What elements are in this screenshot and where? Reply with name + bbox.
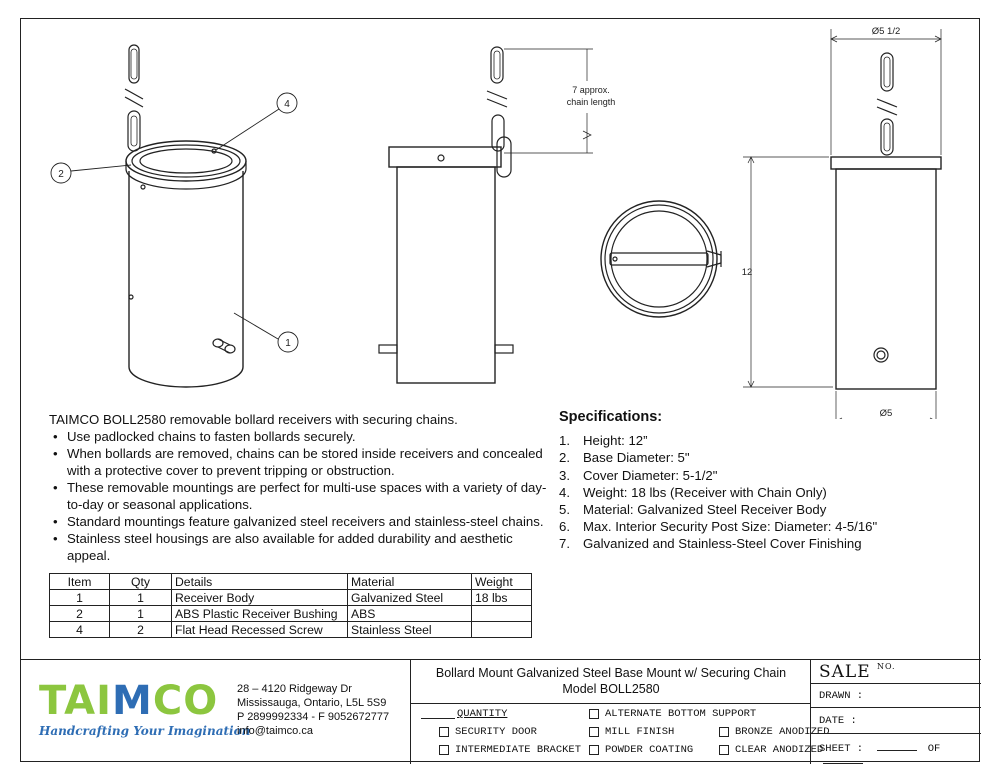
description-bullet: • Standard mountings feature galvanized steel receivers and stainless-steel chains.	[49, 513, 549, 530]
spec-item	[559, 484, 959, 501]
description-bullet: • These removable mountings are perfect for multi-use spaces with a variety of day-to-day or seasonal applications.	[49, 479, 549, 513]
checkbox[interactable]	[719, 727, 729, 737]
phone-fax: P 2899992334 - F 9052672777	[237, 711, 390, 723]
option-label: INTERMEDIATE BRACKET	[455, 744, 582, 756]
cell-weight: 18 lbs	[472, 590, 532, 606]
cell-material: Stainless Steel	[348, 622, 472, 638]
quantity-field[interactable]	[421, 708, 507, 720]
title-block	[21, 659, 981, 763]
drawn-field[interactable]	[811, 684, 981, 708]
col-material: Material	[348, 574, 472, 590]
checkbox[interactable]	[439, 745, 449, 755]
table-row	[50, 606, 532, 622]
spec-item	[559, 535, 959, 552]
specifications	[559, 409, 959, 553]
cell-material: Galvanized Steel	[348, 590, 472, 606]
table-row	[50, 622, 532, 638]
spec-text: Galvanized and Stainless-Steel Cover Finishing	[583, 536, 862, 552]
col-weight: Weight	[472, 574, 532, 590]
drawing-title	[411, 660, 811, 704]
cell-item: 2	[50, 606, 110, 622]
of-label: OF	[927, 743, 941, 755]
sale-label: SALE	[819, 662, 871, 682]
checkbox[interactable]	[589, 709, 599, 719]
chain-length-dim-1: 7 approx.	[572, 85, 610, 95]
date-label: DATE :	[819, 715, 857, 727]
sale-number-field[interactable]	[811, 660, 981, 684]
cell-item: 4	[50, 622, 110, 638]
cell-qty: 2	[110, 622, 172, 638]
parts-table	[49, 573, 532, 638]
alternate-bottom-support-option[interactable]	[589, 708, 756, 720]
spec-number: 6.	[559, 519, 570, 535]
checkbox[interactable]	[719, 745, 729, 755]
sale-no-label: NO.	[876, 662, 896, 671]
base-diameter-dim: Ø5	[879, 408, 893, 419]
company-address	[237, 682, 389, 738]
cell-weight	[472, 622, 532, 638]
option-label: SECURITY DOOR	[455, 726, 537, 738]
spec-text: Height: 12”	[583, 433, 648, 449]
cell-details: Receiver Body	[172, 590, 348, 606]
drawing-title-line1: Bollard Mount Galvanized Steel Base Mount w/ Securing Chain	[435, 666, 787, 680]
date-field[interactable]	[811, 708, 981, 734]
drawn-label: DRAWN :	[819, 690, 864, 702]
cell-qty: 1	[110, 606, 172, 622]
mill-finish-option[interactable]	[589, 726, 674, 738]
top-diameter-dim: Ø5 1/2	[871, 26, 901, 37]
side-view	[743, 29, 941, 419]
option-label: MILL FINISH	[605, 726, 675, 738]
of-blank	[823, 755, 863, 764]
quantity-label: QUANTITY	[457, 708, 508, 720]
powder-coating-option[interactable]	[589, 744, 693, 756]
technical-drawing	[21, 19, 981, 419]
address-line: 28 – 4120 Ridgeway Dr	[237, 683, 352, 695]
spec-text: Cover Diameter: 5-1/2"	[583, 467, 718, 483]
company-tagline: Handcrafting Your Imagination	[39, 724, 251, 738]
spec-item	[559, 518, 959, 535]
checkbox[interactable]	[589, 727, 599, 737]
option-label: CLEAR ANODIZED	[735, 744, 824, 756]
email: info@taimco.ca	[237, 725, 313, 737]
sheet-label: SHEET :	[819, 743, 864, 755]
balloon-2-label: 2	[58, 169, 64, 180]
sheet-field[interactable]	[811, 734, 981, 764]
balloon-1-label: 1	[285, 338, 291, 349]
balloons	[51, 93, 298, 352]
spec-text: Base Diameter: 5"	[583, 450, 690, 466]
specifications-title: Specifications:	[559, 409, 663, 425]
spec-text: Max. Interior Security Post Size: Diameter: 4-5/16"	[583, 519, 878, 535]
intermediate-bracket-option[interactable]	[439, 744, 581, 756]
company-logo-cell	[21, 660, 411, 764]
spec-text: Material: Galvanized Steel Receiver Body	[583, 502, 827, 518]
description-bullet: • Use padlocked chains to fasten bollards securely.	[49, 428, 549, 445]
quantity-blank	[421, 709, 455, 719]
security-door-option[interactable]	[439, 726, 537, 738]
option-label: POWDER COATING	[605, 744, 694, 756]
cell-details: Flat Head Recessed Screw	[172, 622, 348, 638]
title-middle	[411, 660, 830, 764]
spec-number: 3.	[559, 467, 570, 483]
front-view	[379, 47, 593, 383]
spec-number: 2.	[559, 450, 570, 466]
cell-weight	[472, 606, 532, 622]
height-dim: 12	[741, 267, 753, 278]
col-qty: Qty	[110, 574, 172, 590]
balloon-4-label: 4	[284, 99, 290, 110]
spec-number: 1.	[559, 433, 570, 449]
description-bullet: • When bollards are removed, chains can be stored inside receivers and concealed with a protective cover to prevent tripping or obstruction.	[49, 445, 549, 479]
option-label: BRONZE ANODIZED	[735, 726, 830, 738]
drawing-model: Model BOLL2580	[562, 681, 660, 696]
option-label: ALTERNATE BOTTOM SUPPORT	[605, 708, 757, 720]
description	[49, 411, 549, 564]
specifications-list	[559, 432, 959, 552]
top-view	[601, 201, 721, 317]
parts-table-header	[50, 574, 532, 590]
spec-item	[559, 467, 959, 484]
spec-number: 4.	[559, 484, 570, 500]
isometric-view	[125, 45, 246, 387]
spec-item	[559, 501, 959, 518]
cell-qty: 1	[110, 590, 172, 606]
spec-number: 7.	[559, 536, 570, 552]
checkbox[interactable]	[589, 745, 599, 755]
col-details: Details	[172, 574, 348, 590]
spec-item	[559, 449, 959, 466]
sheet-blank	[877, 742, 917, 751]
clear-anodized-option[interactable]	[719, 744, 823, 756]
spec-item	[559, 432, 959, 449]
description-bullets	[49, 428, 549, 564]
company-logo: TAIMCO	[39, 678, 219, 724]
cell-item: 1	[50, 590, 110, 606]
chain-length-dim-2: chain length	[566, 97, 616, 107]
cell-details: ABS Plastic Receiver Bushing	[172, 606, 348, 622]
table-row	[50, 590, 532, 606]
address-line: Mississauga, Ontario, L5L 5S9	[237, 697, 387, 709]
cell-material: ABS	[348, 606, 472, 622]
spec-text: Weight: 18 lbs (Receiver with Chain Only)	[583, 484, 827, 500]
checkbox[interactable]	[439, 727, 449, 737]
title-right	[811, 660, 981, 764]
spec-number: 5.	[559, 502, 570, 518]
description-intro: TAIMCO BOLL2580 removable bollard receivers with securing chains.	[49, 412, 458, 427]
description-bullet: • Stainless steel housings are also available for added durability and aesthetic appeal.	[49, 530, 549, 564]
col-item: Item	[50, 574, 110, 590]
drawing-frame	[20, 18, 980, 762]
